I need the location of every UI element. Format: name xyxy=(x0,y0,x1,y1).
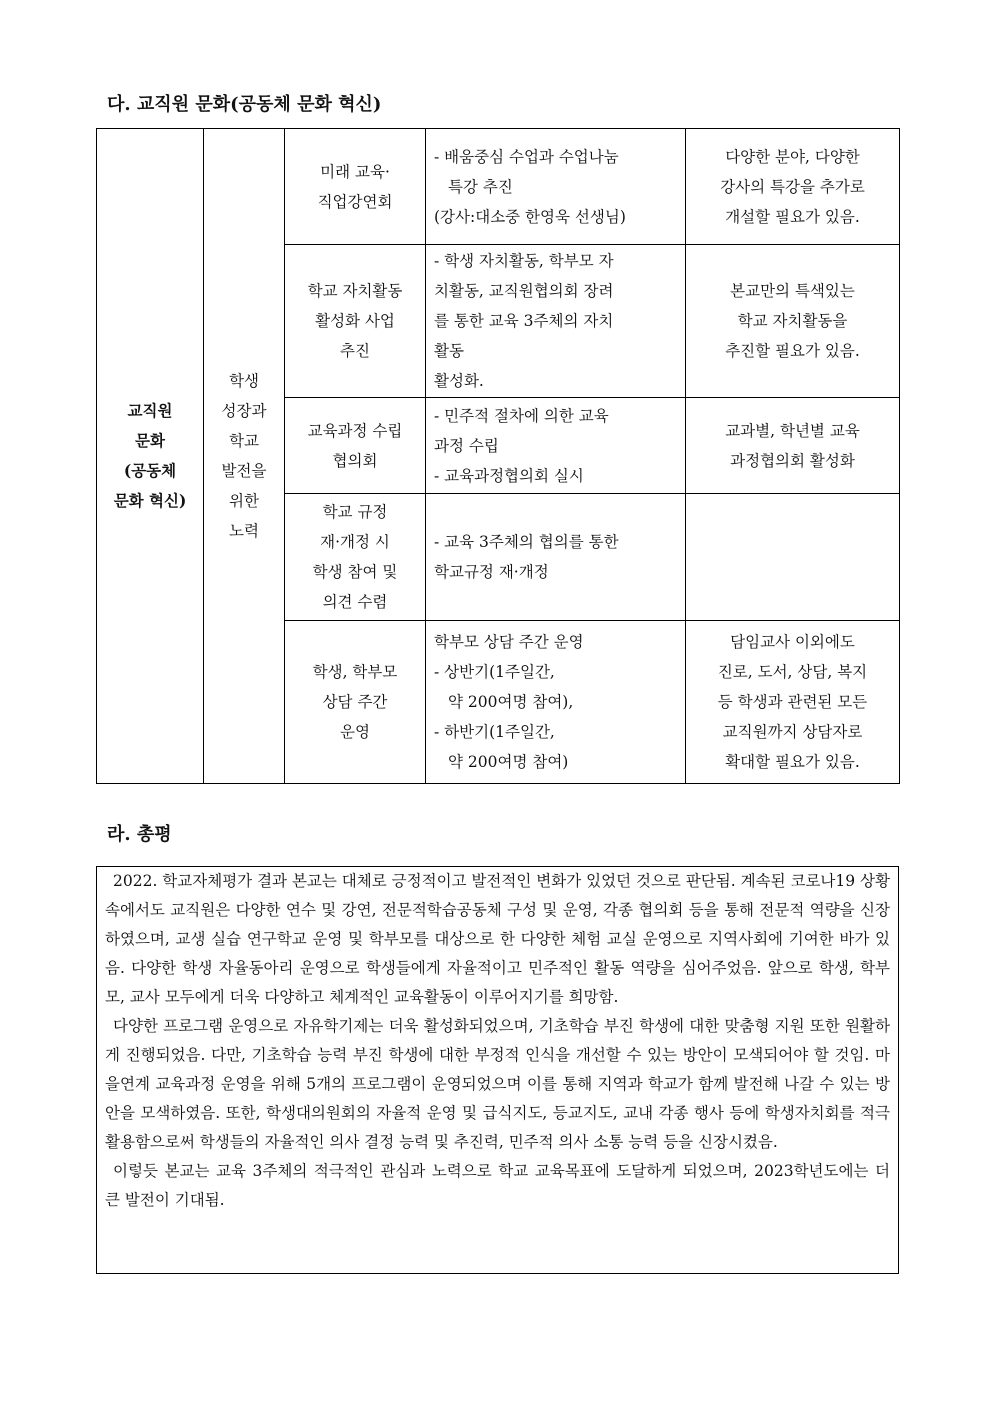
content-line: 활동 xyxy=(434,342,464,360)
program-line: 교육과정 수립 xyxy=(307,421,403,440)
content-line: 특강 추진 xyxy=(448,177,513,196)
goal-line: 위한 xyxy=(229,492,259,510)
content-line: 치활동, 교직원협의회 장려 xyxy=(434,282,614,300)
content-line: (강사:대소중 한영욱 선생님) xyxy=(434,207,626,226)
suggestion-line: 강사의 특강을 추가로 xyxy=(720,177,865,196)
content-line: - 민주적 절차에 의한 교육 xyxy=(434,406,609,425)
goal-line: 노력 xyxy=(229,522,259,540)
suggestion-cell xyxy=(686,129,900,245)
content-line: 를 통한 교육 3주체의 자치 xyxy=(434,312,614,330)
program-cell xyxy=(285,129,426,245)
goal-cell xyxy=(204,129,285,784)
suggestion-line: 등 학생과 관련된 모든 xyxy=(717,693,868,711)
suggestion-line: 진로, 도서, 상담, 복지 xyxy=(717,663,868,681)
program-cell xyxy=(285,245,426,398)
suggestion-cell xyxy=(686,245,900,398)
suggestion-line: 담임교사 이외에도 xyxy=(730,633,855,651)
goal-line: 성장과 xyxy=(221,402,267,420)
section-c-heading: 다. 교직원 문화(공동체 문화 혁신) xyxy=(107,94,382,115)
content-line: 학부모 상담 주간 운영 xyxy=(434,633,584,651)
content-line: - 하반기(1주일간, xyxy=(434,723,555,741)
content-line: 약 200여명 참여), xyxy=(448,693,574,711)
suggestion-line: 추진할 필요가 있음. xyxy=(725,342,860,360)
content-cell xyxy=(426,129,686,245)
content-line: 활성화. xyxy=(434,372,484,390)
summary-paragraph: 이렇듯 본교는 교육 3주체의 적극적인 관심과 노력으로 학교 교육목표에 도달하게 되었으며, 2023학년도에는 더 큰 발전이 기대됨. xyxy=(105,1162,890,1209)
program-line: 활성화 사업 xyxy=(315,312,395,330)
program-line: 추진 xyxy=(340,342,370,360)
summary-paragraph: 2022. 학교자체평가 결과 본교는 대체로 긍정적이고 발전적인 변화가 있었던 것으로 판단됨. 계속된 코로나19 상황 속에서도 교직원은 다양한 연수 및 강연, 전문적학습공동체 구성 및 운영, 각종 협의회 등을 통해 전문적 역량을 신장하였으며, 교생 실습 연구학교 운영 및 학부모를 대상으로 한 다양한 체험 교실 운영으로 지역사회에 기여한 바가 있음. 다양한 학생 자율동아리 운영으로 학생들에게 자율적이고 민주적인 활동 역량을 심어주었음. 앞으로 학생, 학부모, 교사 모두에게 더욱 다양하고 체계적인 교육활동이 이루어지기를 희망함. xyxy=(105,872,890,1006)
program-line: 학교 자치활동 xyxy=(307,282,403,300)
content-cell xyxy=(426,245,686,398)
program-line: 재·개정 시 xyxy=(320,533,390,551)
suggestion-line: 본교만의 특색있는 xyxy=(730,282,855,300)
content-line: - 교육 3주체의 협의를 통한 xyxy=(434,533,619,551)
content-line: 학교규정 재·개정 xyxy=(434,563,549,581)
program-line: 학교 규정 xyxy=(322,503,388,521)
suggestion-cell xyxy=(686,621,900,784)
suggestion-line: 학교 자치활동을 xyxy=(737,312,848,330)
program-cell xyxy=(285,398,426,494)
content-line: 과정 수립 xyxy=(434,436,499,455)
area-line: (공동체 xyxy=(123,461,177,480)
program-line: 상담 주간 xyxy=(322,693,388,711)
content-line: - 교육과정협의회 실시 xyxy=(434,466,584,485)
suggestion-line: 다양한 분야, 다양한 xyxy=(725,147,860,166)
suggestion-cell-empty xyxy=(686,494,900,621)
culture-evaluation-table xyxy=(96,128,900,784)
area-line: 교직원 xyxy=(127,401,173,420)
goal-line: 발전을 xyxy=(221,462,267,480)
content-line: - 상반기(1주일간, xyxy=(434,663,555,681)
section-d-heading: 라. 총평 xyxy=(107,824,172,845)
area-line: 문화 xyxy=(135,431,165,450)
program-line: 학생 참여 및 xyxy=(312,563,398,581)
content-cell xyxy=(426,494,686,621)
program-cell xyxy=(285,494,426,621)
program-cell xyxy=(285,621,426,784)
suggestion-cell xyxy=(686,398,900,494)
area-cell xyxy=(97,129,204,784)
program-line: 운영 xyxy=(340,723,370,741)
suggestion-line: 교직원까지 상담자로 xyxy=(722,723,863,741)
program-line: 직업강연회 xyxy=(317,192,393,211)
content-cell xyxy=(426,398,686,494)
program-line: 의견 수렴 xyxy=(322,593,388,611)
summary-paragraph: 다양한 프로그램 운영으로 자유학기제는 더욱 활성화되었으며, 기초학습 부진 학생에 대한 맞춤형 지원 또한 원활하게 진행되었음. 다만, 기초학습 능력 부진 학생에 대한 부정적 인식을 개선할 수 있는 방안이 모색되어야 할 것임. 마을연계 교육과정 운영을 위해 5개의 프로그램이 운영되었으며 이를 통해 지역과 학교가 함께 발전해 나갈 수 있는 방안을 모색하였음. 또한, 학생대의원회의 자율적 운영 및 급식지도, 등교지도, 교내 각종 행사 등에 학생자치회를 적극 활용함으로써 학생들의 자율적인 의사 결정 능력 및 추진력, 민주적 의사 소통 능력 등을 신장시켰음. xyxy=(105,1017,891,1151)
summary-box xyxy=(96,866,899,1274)
content-line: 약 200여명 참여) xyxy=(448,753,569,771)
goal-line: 학생 xyxy=(229,372,259,390)
program-line: 협의회 xyxy=(332,451,378,470)
suggestion-line: 과정협의회 활성화 xyxy=(730,451,855,470)
suggestion-line: 교과별, 학년별 교육 xyxy=(725,421,860,440)
area-line: 문화 혁신) xyxy=(113,491,187,510)
content-line: - 학생 자치활동, 학부모 자 xyxy=(434,252,614,270)
suggestion-line: 확대할 필요가 있음. xyxy=(725,753,860,771)
program-line: 미래 교육· xyxy=(320,162,390,181)
goal-line: 학교 xyxy=(229,432,259,450)
content-line: - 배움중심 수업과 수업나눔 xyxy=(434,147,619,166)
suggestion-line: 개설할 필요가 있음. xyxy=(725,207,860,226)
content-cell xyxy=(426,621,686,784)
program-line: 학생, 학부모 xyxy=(312,663,398,681)
